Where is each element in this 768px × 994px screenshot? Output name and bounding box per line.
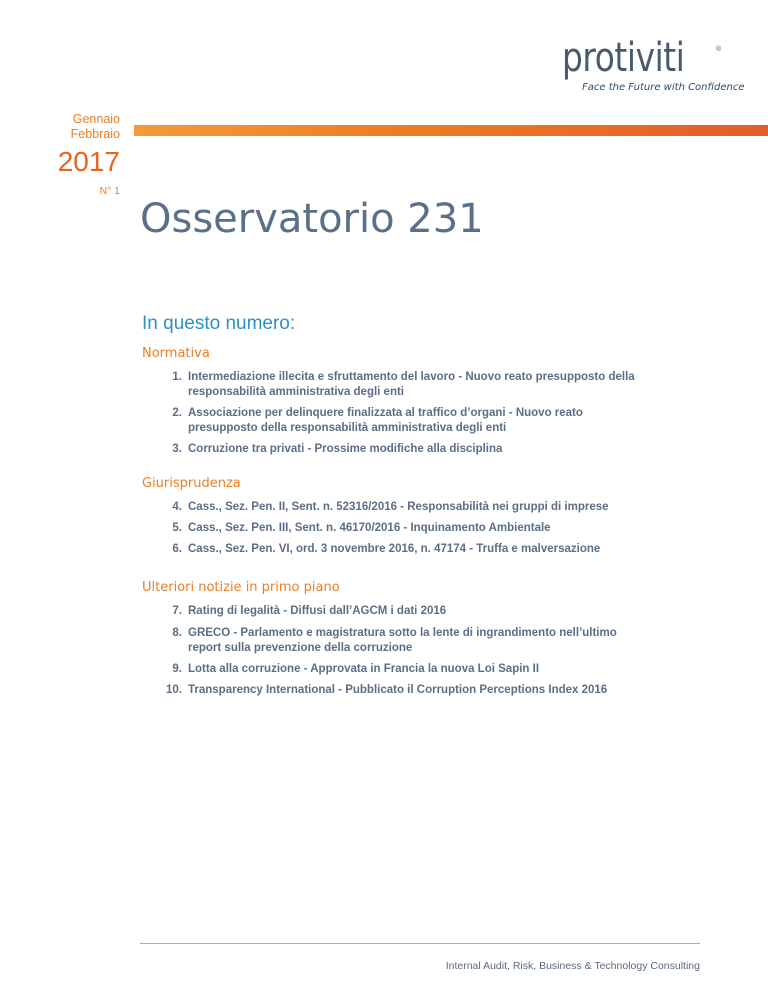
- toc-item-text-cont: presupposto della responsabilità amministrativa degli enti: [188, 421, 507, 434]
- toc-item-text: Cass., Sez. Pen. VI, ord. 3 novembre 2016, n. 47174 - Truffa e malversazione: [188, 543, 601, 555]
- toc-item-number: 1.: [172, 371, 182, 383]
- toc-item-text: Intermediazione illecita e sfruttamento del lavoro - Nuovo reato presupposto della: [188, 371, 635, 383]
- brand-name: protiviti: [562, 35, 685, 81]
- toc-item-number: 6.: [172, 543, 182, 555]
- toc-item-number: 4.: [172, 501, 182, 513]
- toc-item-number: 3.: [172, 443, 182, 455]
- issue-date-block: [0, 112, 120, 198]
- section-title-normativa: Normativa: [142, 346, 210, 361]
- issue-month-2: Febbraio: [70, 127, 120, 141]
- toc-item-text: Transparency International - Pubblicato il Corruption Perceptions Index 2016: [188, 684, 608, 696]
- section-title-ulteriori-notizie: Ulteriori notizie in primo piano: [142, 580, 340, 595]
- toc-item-number: 8.: [172, 627, 182, 639]
- toc-heading: In questo numero:: [142, 313, 296, 334]
- toc-item-number: 2.: [172, 407, 182, 419]
- brand-tagline: Face the Future with Confidence: [582, 82, 745, 93]
- toc-item-text-cont: responsabilità amministrativa degli enti: [188, 385, 405, 398]
- toc-item-text: Cass., Sez. Pen. II, Sent. n. 52316/2016 - Responsabilità nei gruppi di imprese: [188, 501, 609, 513]
- toc-item-number: 10.: [166, 684, 182, 696]
- footer-text: Internal Audit, Risk, Business & Technology Consulting: [445, 960, 700, 972]
- toc-item-text: GRECO - Parlamento e magistratura sotto la lente di ingrandimento nell’ultimo: [188, 627, 617, 639]
- section-title-giurisprudenza: Giurisprudenza: [142, 476, 241, 491]
- toc-item-text: Rating di legalità - Diffusi dall’AGCM i dati 2016: [188, 605, 447, 617]
- registered-mark: ®: [716, 46, 722, 53]
- page-title: Osservatorio 231: [140, 196, 484, 242]
- issue-month-1: Gennaio: [72, 112, 120, 126]
- brand-logo: [562, 34, 745, 93]
- toc-item-text: Corruzione tra privati - Prossime modifiche alla disciplina: [188, 443, 503, 455]
- issue-year: 2017: [57, 146, 120, 177]
- footer-divider: [140, 943, 700, 944]
- toc-item-text: Cass., Sez. Pen. III, Sent. n. 46170/2016 - Inquinamento Ambientale: [188, 522, 551, 534]
- issue-number: N° 1: [99, 185, 120, 197]
- toc-item-number: 5.: [172, 522, 182, 534]
- toc-item-text: Lotta alla corruzione - Approvata in Francia la nuova Loi Sapin II: [188, 663, 540, 675]
- header-accent-bar: [134, 125, 768, 136]
- toc-item-number: 7.: [172, 605, 182, 617]
- toc-item-text-cont: report sulla prevenzione della corruzione: [188, 641, 413, 654]
- toc-item-text: Associazione per delinquere finalizzata al traffico d’organi - Nuovo reato: [188, 407, 583, 419]
- toc-item-number: 9.: [172, 663, 182, 675]
